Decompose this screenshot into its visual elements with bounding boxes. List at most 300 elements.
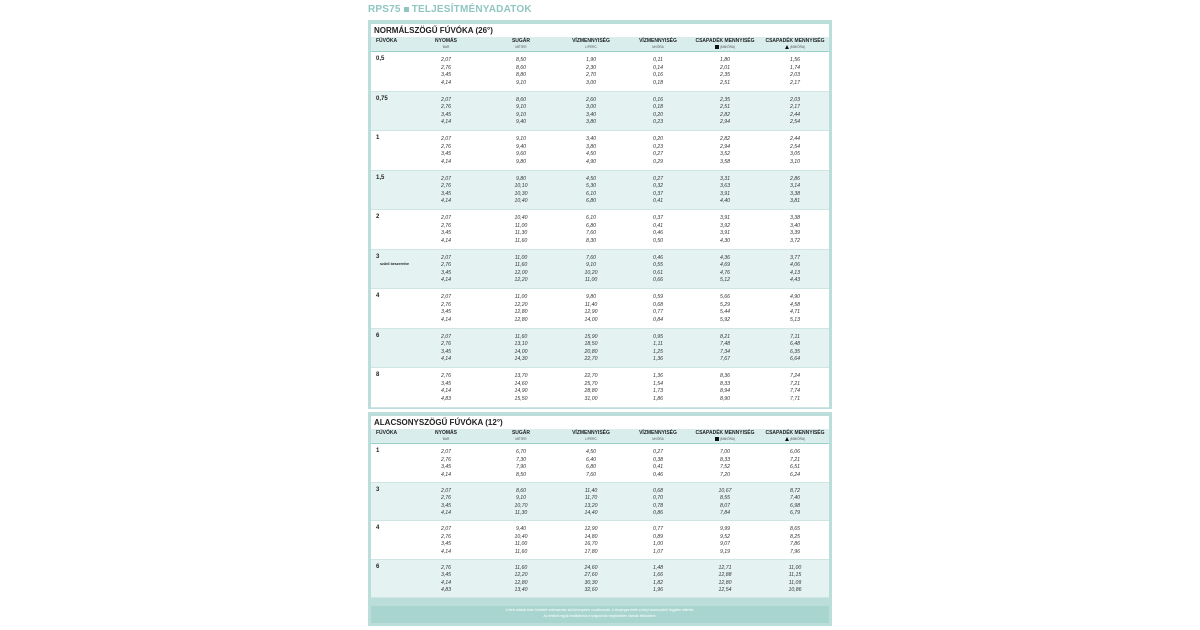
cell-precip-tri: 6,35 (789, 348, 801, 355)
table-row (371, 97, 829, 105)
cell-precip-tri: 8,65 (789, 526, 801, 532)
cell-flow-lps: 14,40 (584, 510, 598, 516)
cell-flow-lps: 14,00 (584, 316, 598, 323)
cell-precip-tri: 3,10 (789, 158, 801, 165)
header-unit (629, 436, 687, 442)
cell-flow-lps: 10,20 (584, 269, 598, 276)
cell-precip-tri: 2,86 (789, 175, 801, 182)
cell-radius: 13,10 (514, 341, 528, 347)
cell-pressure: 4,14 (440, 388, 452, 394)
cell-precip-tri: 2,44 (789, 111, 801, 118)
nozzle-group (371, 171, 829, 211)
cell-precip-tri: 5,13 (789, 316, 801, 323)
cell-precip-tri: 3,72 (789, 237, 801, 244)
cell-flow-m3h: 0,29 (652, 158, 664, 165)
header-unit-text: M³/ÓRA (652, 437, 664, 441)
cell-pressure: 2,07 (440, 175, 452, 182)
header-unit-text: (MM/ÓRA) (789, 45, 806, 49)
cell-radius: 12,00 (514, 269, 528, 276)
cell-pressure: 4,14 (440, 316, 452, 323)
cell-flow-lps: 14,80 (584, 533, 598, 540)
cell-pressure: 4,14 (440, 471, 452, 478)
cell-precip-tri: 6,64 (789, 356, 801, 362)
header-label: VÍZMENNYISÉG (639, 430, 677, 436)
header-flow-lps (561, 430, 621, 442)
cell-precip-tri: 4,90 (789, 294, 801, 300)
section-normal-angle (371, 24, 829, 408)
table-row (371, 565, 829, 573)
cell-precip-tri: 1,74 (789, 64, 801, 71)
cell-precip-tri: 4,71 (789, 309, 801, 315)
cell-precip-tri: 2,17 (789, 79, 801, 86)
table-row (371, 341, 829, 349)
cell-precip-sq: 12,80 (718, 579, 732, 586)
cell-flow-lps: 31,00 (584, 395, 598, 402)
header-label: NYOMÁS (435, 38, 457, 44)
cell-flow-lps: 22,70 (584, 356, 598, 362)
nozzle-note: szűrő beszerelve (380, 261, 409, 266)
cell-precip-tri: 8,72 (789, 487, 801, 494)
cell-radius: 11,60 (514, 548, 528, 555)
cell-precip-sq: 7,84 (719, 510, 731, 516)
cell-radius: 10,40 (514, 533, 528, 540)
cell-flow-lps: 4,90 (585, 158, 597, 165)
cell-flow-lps: 16,70 (584, 541, 598, 547)
cell-flow-lps: 4,50 (585, 449, 597, 455)
cell-precip-sq: 7,00 (719, 449, 731, 455)
header-unit (689, 44, 761, 50)
table-row (371, 191, 829, 199)
cell-pressure: 2,76 (440, 495, 452, 501)
cell-radius: 10,70 (514, 502, 528, 509)
cell-radius: 14,90 (514, 388, 528, 394)
header-unit (501, 44, 541, 50)
cell-precip-tri: 7,40 (789, 495, 801, 501)
cell-flow-m3h: 0,84 (652, 316, 664, 323)
cell-flow-lps: 12,90 (584, 526, 598, 532)
nozzle-group (371, 210, 829, 250)
table-row (371, 230, 829, 238)
table-row (371, 488, 829, 496)
cell-precip-sq: 1,80 (719, 57, 731, 63)
cell-precip-tri: 3,14 (789, 183, 801, 189)
table-row (371, 587, 829, 595)
cell-flow-m3h: 1,54 (652, 380, 664, 387)
cell-precip-sq: 5,12 (719, 277, 731, 283)
nozzle-group (371, 329, 829, 369)
cell-pressure: 2,07 (440, 96, 452, 103)
cell-radius: 12,80 (514, 316, 528, 323)
cell-flow-m3h: 0,27 (652, 151, 664, 157)
cell-flow-lps: 2,30 (585, 64, 597, 71)
footer-line-2: Az értékek egyik beállításhoz a szigorúnak megfelelően vannak feltüntetve. (543, 613, 657, 618)
table-row (371, 572, 829, 580)
cell-pressure: 3,45 (440, 72, 452, 78)
table-row (371, 510, 829, 518)
table-row (371, 503, 829, 511)
cell-precip-sq: 2,94 (719, 119, 731, 125)
table-header (371, 429, 829, 444)
table-row (371, 80, 829, 88)
header-label: VÍZMENNYISÉG (572, 430, 610, 436)
cell-precip-sq: 4,30 (719, 237, 731, 244)
cell-radius: 8,50 (515, 471, 527, 478)
cell-radius: 12,80 (514, 579, 528, 586)
cell-flow-lps: 18,50 (584, 341, 598, 347)
cell-flow-lps: 11,40 (584, 301, 598, 308)
cell-flow-m3h: 1,96 (652, 587, 664, 593)
table-row (371, 198, 829, 206)
cell-precip-sq: 8,21 (719, 333, 731, 340)
document-subtitle: TELJESÍTMÉNYADATOK (411, 4, 532, 15)
cell-precip-tri: 3,38 (789, 215, 801, 221)
section-title: ALACSONYSZÖGŰ FÚVÓKA (12°) (374, 418, 503, 427)
nozzle-size-value: 0,5 (376, 56, 385, 62)
cell-flow-lps: 3,00 (585, 79, 597, 86)
cell-pressure: 3,45 (440, 541, 452, 547)
header-unit-text: (MM/ÓRA) (719, 437, 736, 441)
cell-flow-m3h: 1,07 (652, 548, 664, 555)
cell-radius: 11,30 (514, 230, 528, 236)
cell-radius: 15,50 (514, 395, 528, 402)
header-radius (501, 38, 541, 50)
cell-flow-m3h: 0,37 (652, 215, 664, 221)
header-radius (501, 430, 541, 442)
table-row (371, 457, 829, 465)
cell-precip-sq: 2,51 (719, 79, 731, 86)
document-title (368, 4, 532, 15)
cell-pressure: 2,76 (440, 533, 452, 540)
model-name: RPS75 (368, 4, 401, 15)
cell-pressure: 2,76 (440, 564, 452, 571)
cell-precip-sq: 2,35 (719, 96, 731, 103)
cell-flow-lps: 6,80 (585, 198, 597, 204)
cell-pressure: 3,45 (440, 572, 452, 578)
table-row (371, 270, 829, 278)
cell-precip-tri: 2,44 (789, 136, 801, 142)
cell-pressure: 4,14 (440, 198, 452, 204)
header-nozzle: FÚVÓKA (376, 38, 398, 44)
table-row (371, 349, 829, 357)
cell-precip-sq: 3,52 (719, 151, 731, 157)
square-marker-icon (715, 45, 719, 49)
cell-flow-lps: 2,60 (585, 96, 597, 103)
cell-flow-lps: 7,60 (585, 254, 597, 261)
header-unit-text: (MM/ÓRA) (789, 437, 806, 441)
cell-flow-lps: 27,60 (584, 572, 598, 578)
header-unit (759, 44, 831, 50)
nozzle-size-value: 4 (376, 293, 380, 299)
cell-flow-m3h: 0,38 (652, 456, 664, 463)
cell-precip-sq: 9,99 (719, 526, 731, 532)
cell-radius: 12,80 (514, 309, 528, 315)
cell-flow-m3h: 0,23 (652, 143, 664, 150)
cell-radius: 14,00 (514, 348, 528, 355)
cell-flow-lps: 7,60 (585, 471, 597, 478)
document-page (368, 0, 832, 630)
cell-radius: 11,60 (514, 333, 528, 340)
cell-precip-sq: 12,88 (718, 572, 732, 578)
cell-precip-tri: 3,05 (789, 151, 801, 157)
cell-precip-sq: 8,36 (719, 373, 731, 379)
cell-pressure: 3,45 (440, 309, 452, 315)
cell-precip-tri: 7,71 (789, 395, 801, 402)
cell-pressure: 4,14 (440, 356, 452, 362)
cell-precip-sq: 10,67 (718, 487, 732, 494)
table-row (371, 144, 829, 152)
cell-precip-tri: 7,24 (789, 373, 801, 379)
cell-flow-m3h: 0,37 (652, 190, 664, 197)
cell-precip-sq: 3,91 (719, 230, 731, 236)
table-row (371, 119, 829, 127)
cell-pressure: 3,45 (440, 348, 452, 355)
cell-precip-sq: 3,92 (719, 222, 731, 229)
cell-flow-lps: 15,90 (584, 333, 598, 340)
table-header (371, 37, 829, 52)
header-label: VÍZMENNYISÉG (572, 38, 610, 44)
cell-precip-sq: 2,94 (719, 143, 731, 150)
cell-flow-lps: 6,40 (585, 456, 597, 463)
cell-precip-tri: 2,03 (789, 72, 801, 78)
nozzle-size-value: 3 (376, 253, 380, 260)
cell-precip-sq: 2,82 (719, 111, 731, 118)
header-label: VÍZMENNYISÉG (639, 38, 677, 44)
cell-precip-sq: 7,52 (719, 464, 731, 470)
cell-flow-m3h: 0,18 (652, 79, 664, 86)
cell-flow-m3h: 1,36 (652, 373, 664, 379)
cell-pressure: 4,14 (440, 119, 452, 125)
cell-radius: 8,60 (515, 96, 527, 103)
cell-flow-m3h: 1,11 (653, 341, 663, 347)
triangle-marker-icon (785, 45, 789, 49)
cell-precip-tri: 7,96 (789, 548, 801, 555)
header-unit (561, 436, 621, 442)
cell-precip-tri: 6,79 (789, 510, 801, 516)
table-row (371, 104, 829, 112)
header-unit (426, 44, 466, 50)
nozzle-size-value: 1,5 (376, 174, 385, 181)
cell-flow-m3h: 0,20 (652, 136, 664, 142)
cell-precip-sq: 7,67 (719, 356, 731, 362)
cell-flow-m3h: 0,68 (652, 487, 664, 494)
cell-radius: 10,10 (514, 183, 528, 189)
cell-flow-lps: 13,20 (584, 502, 598, 509)
cell-precip-tri: 2,03 (789, 96, 801, 103)
cell-pressure: 2,07 (440, 136, 452, 142)
header-unit-text: L/PERC (585, 45, 597, 49)
table-row (371, 72, 829, 80)
table-row (371, 388, 829, 396)
cell-precip-sq: 2,35 (719, 72, 731, 78)
header-unit (759, 436, 831, 442)
cell-radius: 8,80 (515, 72, 527, 78)
cell-precip-tri: 2,54 (789, 119, 801, 125)
table-row (371, 381, 829, 389)
cell-pressure: 2,07 (440, 57, 452, 63)
cell-precip-tri: 6,48 (789, 341, 801, 347)
header-label: SUGÁR (511, 430, 531, 436)
cell-pressure: 3,45 (440, 111, 452, 118)
nozzle-group (371, 560, 829, 599)
cell-radius: 12,20 (514, 277, 528, 283)
cell-radius: 9,60 (515, 151, 527, 157)
cell-flow-m3h: 0,59 (652, 294, 664, 300)
table-row (371, 449, 829, 457)
cell-radius: 13,70 (514, 373, 528, 379)
table-row (371, 334, 829, 342)
cell-precip-tri: 6,98 (789, 502, 801, 509)
nozzle-size-value: 8 (376, 372, 380, 378)
cell-pressure: 2,07 (440, 333, 452, 340)
cell-flow-m3h: 0,66 (652, 277, 664, 283)
table-row (371, 277, 829, 285)
nozzle-size-value: 0,75 (376, 95, 388, 102)
cell-radius: 11,30 (514, 510, 528, 516)
cell-pressure: 2,07 (440, 487, 452, 494)
cell-flow-lps: 3,00 (585, 104, 597, 110)
cell-precip-sq: 7,48 (719, 341, 731, 347)
table-row (371, 112, 829, 120)
cell-pressure: 2,07 (440, 294, 452, 300)
cell-precip-tri: 6,24 (789, 471, 801, 478)
header-pressure (426, 38, 466, 50)
cell-flow-m3h: 0,27 (652, 449, 664, 455)
cell-flow-m3h: 0,16 (652, 72, 664, 78)
header-unit (426, 436, 466, 442)
cell-flow-lps: 5,30 (585, 183, 597, 189)
cell-radius: 9,10 (515, 495, 527, 501)
cell-precip-tri: 7,21 (789, 380, 801, 387)
cell-precip-tri: 4,06 (789, 262, 801, 268)
header-unit-text: (MM/ÓRA) (719, 45, 736, 49)
cell-pressure: 2,07 (440, 215, 452, 221)
cell-flow-lps: 11,40 (584, 487, 598, 494)
cell-radius: 12,20 (514, 572, 528, 578)
cell-pressure: 3,45 (440, 502, 452, 509)
cell-radius: 10,30 (514, 190, 528, 197)
header-label: CSAPADÉK MENNYISÉG (695, 430, 755, 436)
cell-precip-tri: 7,11 (790, 333, 800, 340)
cell-flow-m3h: 1,82 (652, 579, 664, 586)
cell-pressure: 3,45 (440, 151, 452, 157)
cell-precip-sq: 3,91 (719, 190, 731, 197)
cell-pressure: 2,07 (440, 254, 452, 261)
cell-flow-m3h: 0,61 (652, 269, 664, 276)
table-row (371, 302, 829, 310)
cell-flow-m3h: 0,41 (652, 198, 664, 204)
cell-precip-sq: 7,34 (719, 348, 731, 355)
cell-flow-m3h: 0,18 (652, 104, 664, 110)
cell-radius: 11,60 (514, 262, 528, 268)
title-separator-icon (404, 7, 409, 12)
cell-pressure: 4,83 (440, 587, 452, 593)
header-precip-sq (689, 430, 761, 442)
table-row (371, 215, 829, 223)
cell-flow-lps: 6,80 (585, 222, 597, 229)
nozzle-size-value: 4 (376, 525, 380, 531)
cell-flow-lps: 11,00 (584, 277, 598, 283)
table-row (371, 464, 829, 472)
section-title: NORMÁLSZÖGŰ FÚVÓKA (26°) (374, 26, 493, 35)
cell-flow-lps: 7,60 (585, 230, 597, 236)
cell-radius: 7,90 (515, 464, 527, 470)
footer-note (371, 606, 829, 623)
table-row (371, 262, 829, 270)
section-low-angle (371, 416, 829, 598)
cell-flow-m3h: 0,41 (652, 464, 664, 470)
cell-radius: 9,10 (515, 136, 527, 142)
nozzle-group (371, 521, 829, 560)
cell-precip-tri: 6,51 (789, 464, 801, 470)
cell-flow-m3h: 1,66 (652, 572, 664, 578)
cell-flow-m3h: 0,55 (652, 262, 664, 268)
cell-flow-lps: 20,80 (584, 348, 598, 355)
cell-flow-lps: 22,70 (584, 373, 598, 379)
table-row (371, 317, 829, 325)
cell-pressure: 2,07 (440, 449, 452, 455)
cell-precip-tri: 7,74 (789, 388, 801, 394)
cell-flow-m3h: 1,36 (652, 356, 664, 362)
header-unit (561, 44, 621, 50)
cell-radius: 6,70 (515, 449, 527, 455)
header-unit-text: MÉTER (515, 437, 527, 441)
cell-precip-sq: 7,20 (719, 471, 731, 478)
cell-precip-tri: 3,77 (789, 254, 801, 261)
cell-radius: 8,50 (515, 57, 527, 63)
cell-flow-lps: 6,10 (585, 215, 597, 221)
nozzle-size-value: 3 (376, 486, 380, 493)
cell-pressure: 2,76 (440, 301, 452, 308)
cell-precip-sq: 2,82 (719, 136, 731, 142)
cell-flow-m3h: 0,77 (652, 526, 664, 532)
cell-flow-m3h: 0,11 (653, 57, 663, 63)
cell-radius: 12,20 (514, 301, 528, 308)
header-flow-m3h (629, 38, 687, 50)
cell-pressure: 4,83 (440, 395, 452, 402)
cell-precip-tri: 7,86 (789, 541, 801, 547)
cell-precip-sq: 4,36 (719, 254, 731, 261)
header-unit-text: BAR (442, 437, 450, 441)
cell-pressure: 4,14 (440, 548, 452, 555)
cell-pressure: 2,76 (440, 456, 452, 463)
cell-radius: 9,80 (515, 158, 527, 165)
cell-radius: 10,40 (514, 215, 528, 221)
cell-precip-sq: 3,58 (719, 158, 731, 165)
table-row (371, 472, 829, 480)
table-row (371, 309, 829, 317)
cell-precip-sq: 5,44 (719, 309, 731, 315)
cell-flow-m3h: 0,46 (652, 471, 664, 478)
header-label: SUGÁR (511, 38, 531, 44)
header-nozzle: FÚVÓKA (376, 430, 398, 436)
header-unit-text: M³/ÓRA (652, 45, 664, 49)
cell-flow-m3h: 0,27 (652, 175, 664, 182)
header-flow-lps (561, 38, 621, 50)
nozzle-size-value: 6 (376, 563, 380, 570)
cell-radius: 9,80 (515, 175, 527, 182)
cell-precip-sq: 9,52 (719, 533, 731, 540)
cell-precip-sq: 3,63 (719, 183, 731, 189)
cell-flow-m3h: 0,32 (652, 183, 664, 189)
cell-pressure: 3,45 (440, 269, 452, 276)
nozzle-size-value: 1 (376, 135, 380, 141)
nozzle-size-value: 6 (376, 332, 380, 339)
nozzle-group (371, 131, 829, 171)
cell-flow-m3h: 1,25 (652, 348, 664, 355)
cell-precip-sq: 4,69 (719, 262, 731, 268)
cell-flow-m3h: 0,68 (652, 301, 664, 308)
header-unit (689, 436, 761, 442)
